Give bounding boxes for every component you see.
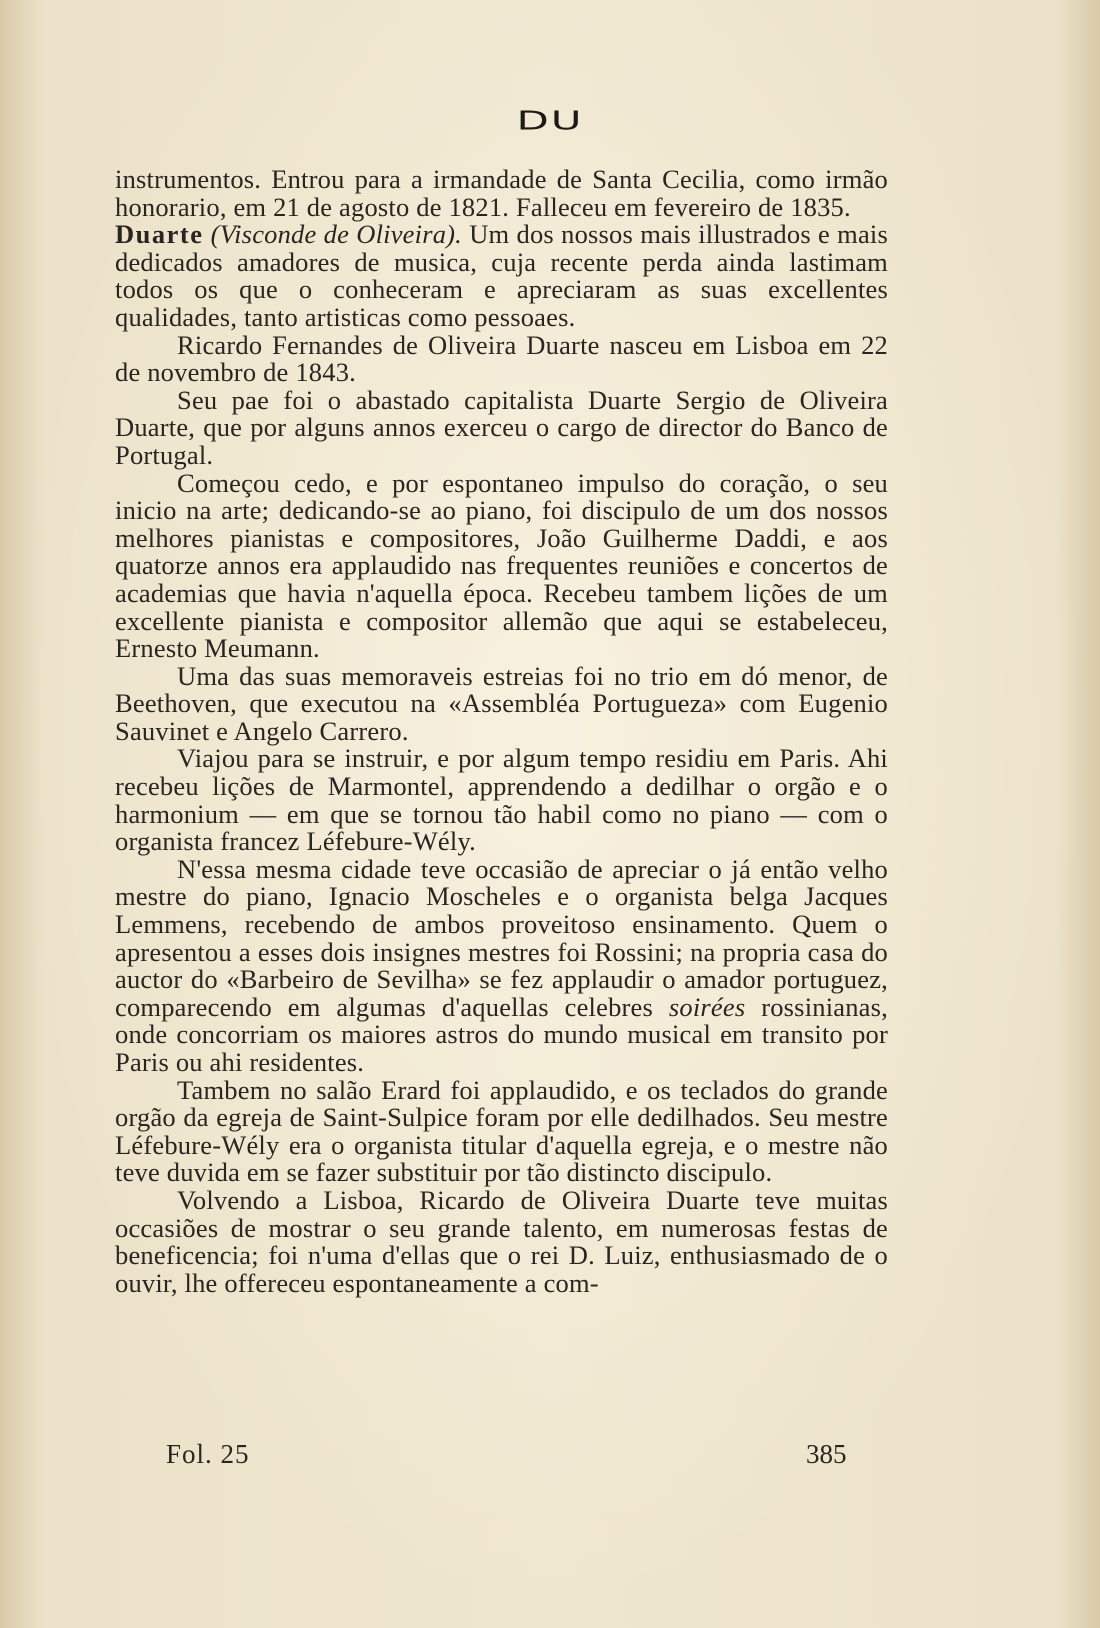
soirees-italic: soirées xyxy=(668,991,746,1022)
folio-signature: Fol. 25 xyxy=(166,1439,250,1469)
page-number: 385 xyxy=(806,1439,847,1469)
running-head: DU xyxy=(516,105,584,136)
paragraph-continuation: instrumentos. Entrou para a irmandade de Santa Cecilia, como irmão honorario, em 21 de agosto de 1821. Falleceu em fevereiro de 1835. xyxy=(115,164,888,222)
paragraph-moscheles xyxy=(115,853,888,1077)
paragraph-early-training: Começou cedo, e por espontaneo impulso do coração, o seu inicio na arte; dedicando-se ao piano, foi discipulo de um dos nossos melhores pianistas e compositores, João Guilherme Daddi, e aos quatorze annos era applaudido nas frequentes reuniões e concertos de academias que havia n'aquella época. Recebeu tambem lições de um excellente pianista e compositor allemão que aqui se estabeleceu, Ernesto Meumann. xyxy=(115,467,888,664)
entry-subtitle: (Visconde de Oliveira). xyxy=(210,219,463,250)
paragraph-lisbon: Volvendo a Lisboa, Ricardo de Oliveira Duarte teve muitas occasiões de mostrar o seu grande talento, em numerosas festas de beneficencia; foi n'uma d'ellas que o rei D. Luiz, enthusiasmado de o ouvir, lhe offereceu espontaneamente a com- xyxy=(115,1184,888,1298)
paragraph-moscheles-text-a: N'essa mesma cidade teve occasião de apreciar o já então velho mestre do piano, Ignacio Moscheles e o organista belga Jacques Lemmens, recebendo de ambos proveitoso ensinamento. Quem o apresentou a esses dois insignes mestres foi Rossini; na propria casa do auctor do «Barbeiro de Sevilha» se fez applaudir o amador portuguez, comparecendo em algumas d'aquellas celebres xyxy=(115,853,888,1022)
paragraph-debut: Uma das suas memoraveis estreias foi no trio em dó menor, de Beethoven, que executou na «Assembléa Portugueza» com Eugenio Sauvinet e Angelo Carrero. xyxy=(115,660,888,746)
paragraph-paris: Viajou para se instruir, e por algum tempo residiu em Paris. Ahi recebeu lições de Marmontel, apprendendo a dedilhar o orgão e o harmonium — em que se tornou tão habil como no piano — com o organista francez Léfebure-Wély. xyxy=(115,743,888,857)
entry-headword: Duarte xyxy=(115,219,204,250)
paragraph-moscheles-text-b: rossinianas, onde concorriam os maiores astros do mundo musical em transito por Paris ou ahi residentes. xyxy=(115,991,888,1077)
entry-intro-text: Um dos nossos mais illustrados e mais dedicados amadores de musica, cuja recente perda ainda lastimam todos os que o conheceram e apreciaram as suas excellentes qualidades, tanto artisticas como pessoaes. xyxy=(115,219,889,332)
page-body xyxy=(115,166,888,1297)
entry-duarte xyxy=(115,221,888,331)
paragraph-birth: Ricardo Fernandes de Oliveira Duarte nasceu em Lisboa em 22 de novembro de 1843. xyxy=(115,329,888,388)
paragraph-erard: Tambem no salão Erard foi applaudido, e os teclados do grande orgão da egreja de Saint-Sulpice foram por elle dedilhados. Seu mestre Léfebure-Wély era o organista titular d'aquella egreja, e o mestre não teve duvida em se fazer substituir por tão distincto discipulo. xyxy=(115,1074,888,1188)
paragraph-father: Seu pae foi o abastado capitalista Duarte Sergio de Oliveira Duarte, que por alguns annos exerceu o cargo de director do Banco de Portugal. xyxy=(115,384,888,470)
